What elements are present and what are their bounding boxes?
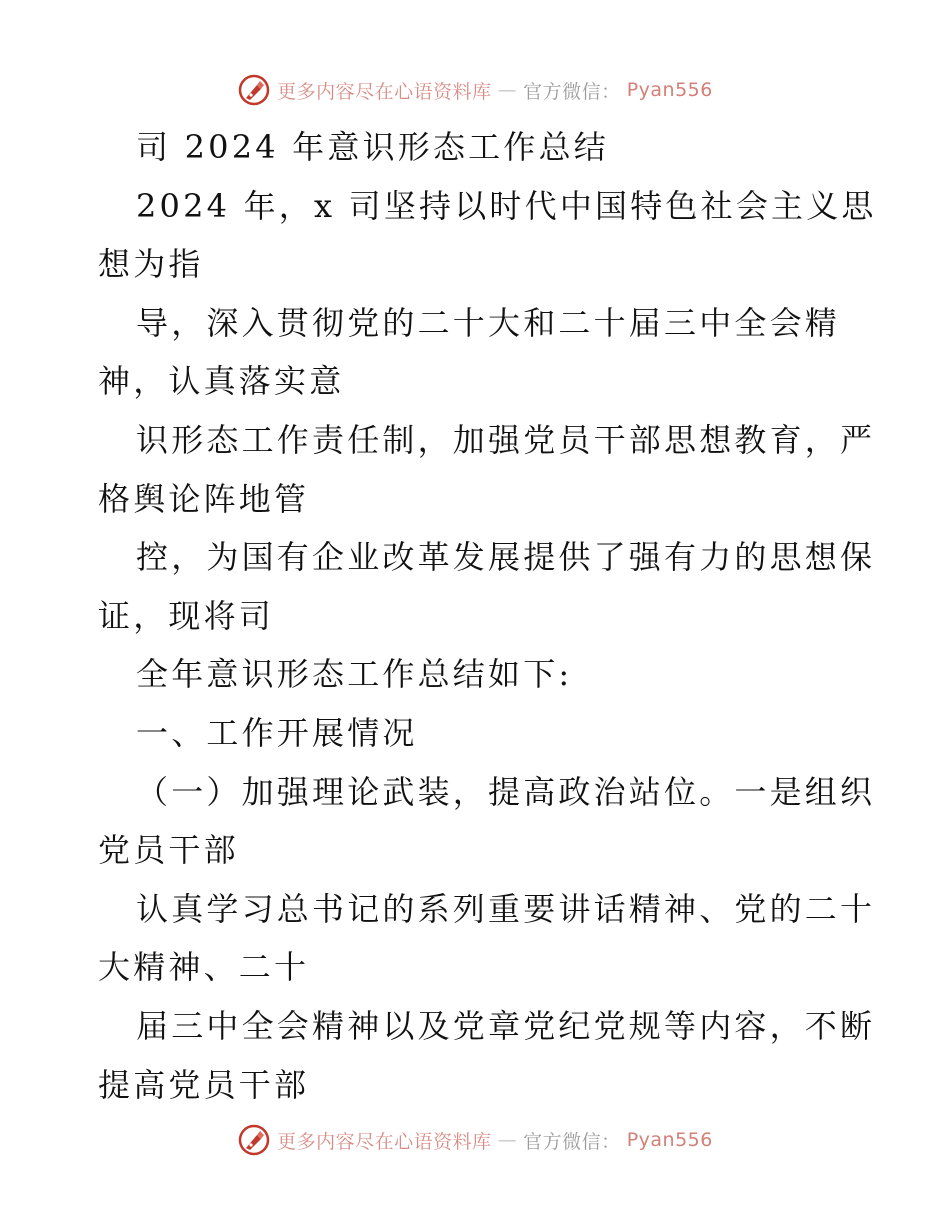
banner-wechat-label: 官方微信：: [523, 1130, 621, 1153]
pen-nib-logo-icon: [237, 73, 271, 107]
footer-watermark-banner: [0, 1120, 950, 1160]
pen-nib-logo-icon: [237, 1123, 271, 1157]
banner-main-text: 更多内容尽在心语资料库: [277, 1130, 492, 1153]
document-line: 一、工作开展情况: [136, 713, 418, 752]
banner-separator: —: [497, 79, 518, 101]
document-line: 格舆论阵地管: [98, 479, 310, 518]
document-line: 证，现将司: [98, 596, 275, 635]
document-line: 党员干部: [98, 831, 239, 870]
document-line: 2024 年，x 司坚持以时代中国特色社会主义思: [136, 186, 877, 225]
document-line: 司 2024 年意识形态工作总结: [136, 128, 609, 166]
banner-wechat-id: Pyan556: [626, 1129, 713, 1151]
document-line: 神，认真落实意: [98, 362, 345, 401]
document-line: 提高党员干部: [98, 1065, 310, 1104]
banner-wechat-label: 官方微信：: [523, 80, 621, 103]
document-line: 大精神、二十: [98, 948, 310, 987]
banner-separator: —: [497, 1129, 518, 1151]
document-line: 识形态工作责任制，加强党员干部思想教育，严: [136, 420, 876, 459]
header-watermark-banner: [0, 70, 950, 110]
banner-main-text: 更多内容尽在心语资料库: [277, 80, 492, 103]
document-line: 届三中全会精神以及党章党纪党规等内容，不断: [136, 1006, 876, 1045]
document-line: （一）加强理论武装，提高政治站位。一是组织: [136, 772, 876, 811]
banner-wechat-id: Pyan556: [626, 79, 713, 101]
document-body: [98, 118, 877, 1114]
document-line: 认真学习总书记的系列重要讲话精神、党的二十: [136, 889, 876, 928]
document-line: 想为指: [98, 245, 204, 284]
document-line: 导，深入贯彻党的二十大和二十届三中全会精: [136, 303, 841, 342]
document-line: 全年意识形态工作总结如下:: [136, 655, 573, 694]
document-line: 控，为国有企业改革发展提供了强有力的思想保: [136, 538, 876, 577]
